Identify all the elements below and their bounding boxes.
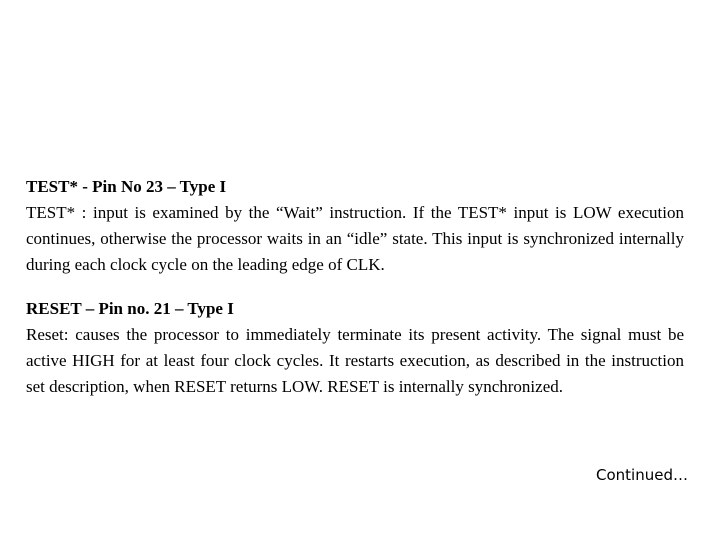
section-heading: RESET – Pin no. 21 – Type I [26, 299, 234, 318]
section-text: Reset: causes the processor to immediately terminate its present activity. The signal must be active HIGH for at least four clock cycles. It restarts execution, as described in the instruction set description, when RESET returns LOW. RESET is internally synchronized. [26, 325, 684, 396]
section-test-pin [26, 174, 684, 278]
section-reset-pin [26, 296, 684, 400]
section-heading: TEST* - Pin No 23 – Type I [26, 177, 227, 196]
slide-content [26, 174, 684, 418]
continued-label: Continued… [596, 466, 688, 484]
section-text: TEST* : input is examined by the “Wait” instruction. If the TEST* input is LOW execution continues, otherwise the processor waits in an “idle” state. This input is synchronized internally during each clock cycle on the leading edge of CLK. [26, 203, 684, 274]
